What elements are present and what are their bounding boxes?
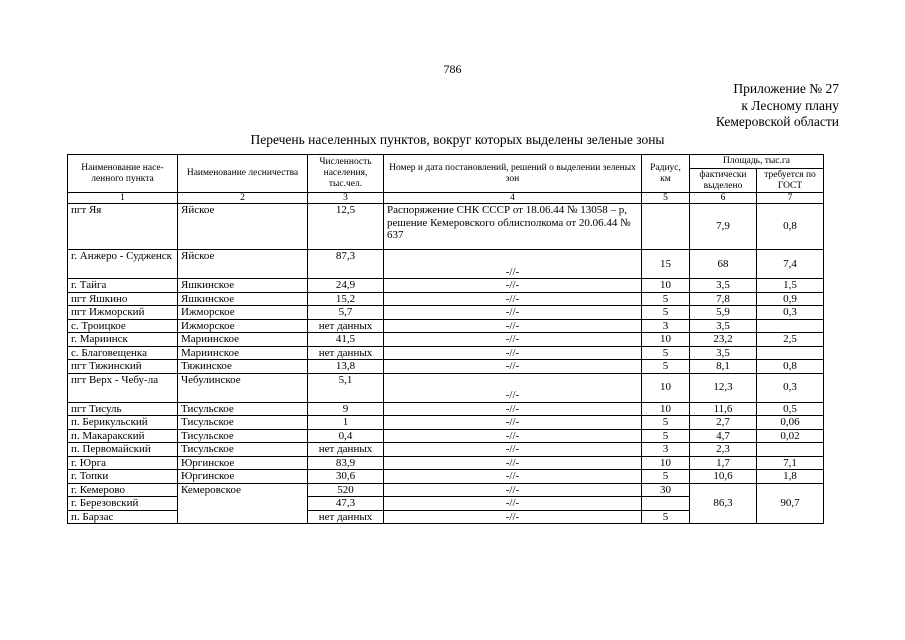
settlement-name: г. Мариинск [68, 333, 178, 347]
radius-value: 5 [642, 346, 690, 360]
area-actual-value: 4,7 [690, 429, 757, 443]
settlement-name: г. Топки [68, 470, 178, 484]
decree-text: Распоряжение СНК СССР от 18.06.44 № 13058 – р, решение Кемеровского облисполкома от 20.06.44 № 637 [384, 204, 642, 250]
settlement-name: г. Тайга [68, 279, 178, 293]
settlement-name: с. Благовещенка [68, 346, 178, 360]
settlement-name: пгт Тисуль [68, 402, 178, 416]
area-required-value [757, 319, 824, 333]
population-value: нет данных [308, 443, 384, 457]
radius-value: 5 [642, 306, 690, 320]
area-actual-value: 3,5 [690, 346, 757, 360]
area-actual-value: 7,9 [690, 204, 757, 250]
area-required-value: 2,5 [757, 333, 824, 347]
decree-text: -//- [384, 333, 642, 347]
area-actual-value: 3,5 [690, 319, 757, 333]
forestry-name: Юргинское [178, 470, 308, 484]
radius-value: 5 [642, 360, 690, 374]
forestry-name: Тисульское [178, 443, 308, 457]
settlement-name: п. Берикульский [68, 416, 178, 430]
area-required-value: 1,5 [757, 279, 824, 293]
population-value: 12,5 [308, 204, 384, 250]
radius-value: 5 [642, 510, 690, 524]
area-required-value [757, 443, 824, 457]
column-number: 3 [308, 193, 384, 204]
population-value: 83,9 [308, 456, 384, 470]
area-required-value: 0,06 [757, 416, 824, 430]
document-title: Перечень населенных пунктов, вокруг которых выделены зеленые зоны [250, 132, 665, 147]
population-value: 13,8 [308, 360, 384, 374]
appendix-line-1: Приложение № 27 [733, 81, 839, 96]
forestry-name: Ижморское [178, 306, 308, 320]
forestry-name: Яшкинское [178, 292, 308, 306]
header-population: Численность населения, тыс.чел. [308, 155, 384, 193]
header-forestry: Наименование лесничества [178, 155, 308, 193]
area-required-value: 0,3 [757, 306, 824, 320]
decree-text: -//- [384, 373, 642, 402]
decree-text: -//- [384, 510, 642, 524]
radius-value: 3 [642, 319, 690, 333]
population-value: 15,2 [308, 292, 384, 306]
radius-value: 10 [642, 456, 690, 470]
area-actual-value: 11,6 [690, 402, 757, 416]
area-actual-value: 1,7 [690, 456, 757, 470]
decree-text: -//- [384, 346, 642, 360]
area-actual-value: 10,6 [690, 470, 757, 484]
header-area: Площадь, тыс.га [690, 155, 824, 169]
decree-text: -//- [384, 443, 642, 457]
table-row [68, 319, 824, 333]
page-number: 786 [443, 62, 462, 76]
column-number: 2 [178, 193, 308, 204]
settlement-name: пгт Яя [68, 204, 178, 250]
area-required-value: 0,02 [757, 429, 824, 443]
header-area-required: требуется по ГОСТ [757, 169, 824, 193]
forestry-name: Мариинское [178, 333, 308, 347]
green-zones-table [67, 154, 824, 524]
forestry-name: Юргинское [178, 456, 308, 470]
area-actual-value: 2,3 [690, 443, 757, 457]
decree-text: -//- [384, 470, 642, 484]
decree-text: -//- [384, 279, 642, 293]
decree-text: -//- [384, 292, 642, 306]
radius-value: 10 [642, 373, 690, 402]
decree-text: -//- [384, 319, 642, 333]
decree-text: -//- [384, 360, 642, 374]
radius-value: 30 [642, 483, 690, 497]
radius-value: 5 [642, 292, 690, 306]
area-required-value: 0,8 [757, 204, 824, 250]
column-number: 6 [690, 193, 757, 204]
table-row [68, 402, 824, 416]
header-settlement-name: Наименование насе-ленного пункта [68, 155, 178, 193]
radius-value: 15 [642, 250, 690, 279]
area-actual-value: 5,9 [690, 306, 757, 320]
population-value: 24,9 [308, 279, 384, 293]
table-row [68, 416, 824, 430]
table-row [68, 204, 824, 250]
forestry-name: Яйское [178, 250, 308, 279]
settlement-name: г. Кемерово [68, 483, 178, 497]
decree-text: -//- [384, 250, 642, 279]
table-row [68, 429, 824, 443]
population-value: 1 [308, 416, 384, 430]
table-row [68, 333, 824, 347]
table-row [68, 483, 824, 497]
header-decree: Номер и дата постановлений, решений о выделении зеленых зон [384, 155, 642, 193]
forestry-name: Яйское [178, 204, 308, 250]
forestry-name: Чебулинское [178, 373, 308, 402]
settlement-name: пгт Верх - Чебу-ла [68, 373, 178, 402]
radius-value: 10 [642, 402, 690, 416]
decree-text: -//- [384, 456, 642, 470]
column-number: 4 [384, 193, 642, 204]
area-actual-value: 86,3 [690, 483, 757, 524]
radius-value [642, 204, 690, 250]
population-value: 5,7 [308, 306, 384, 320]
area-required-value: 7,4 [757, 250, 824, 279]
column-numbers-row [68, 193, 824, 204]
decree-text: -//- [384, 416, 642, 430]
radius-value: 5 [642, 416, 690, 430]
area-actual-value: 8,1 [690, 360, 757, 374]
area-required-value [757, 346, 824, 360]
column-number: 7 [757, 193, 824, 204]
decree-text: -//- [384, 429, 642, 443]
table-row [68, 292, 824, 306]
radius-value: 10 [642, 279, 690, 293]
area-actual-value: 2,7 [690, 416, 757, 430]
population-value: 30,6 [308, 470, 384, 484]
area-required-value: 0,5 [757, 402, 824, 416]
settlement-name: с. Троицкое [68, 319, 178, 333]
column-number: 1 [68, 193, 178, 204]
settlement-name: п. Макаракский [68, 429, 178, 443]
forestry-name: Тисульское [178, 416, 308, 430]
area-required-value: 0,8 [757, 360, 824, 374]
forestry-name: Тисульское [178, 402, 308, 416]
area-required-value: 0,3 [757, 373, 824, 402]
population-value: 47,3 [308, 497, 384, 511]
area-required-value: 1,8 [757, 470, 824, 484]
table-row [68, 373, 824, 402]
decree-text: -//- [384, 483, 642, 497]
table-row [68, 456, 824, 470]
table-row [68, 346, 824, 360]
forestry-name: Тисульское [178, 429, 308, 443]
population-value: нет данных [308, 319, 384, 333]
forestry-name: Тяжинское [178, 360, 308, 374]
appendix-line-3: Кемеровской области [715, 114, 839, 129]
settlement-name: г. Юрга [68, 456, 178, 470]
settlement-name: п. Барзас [68, 510, 178, 524]
population-value: нет данных [308, 510, 384, 524]
table-row [68, 360, 824, 374]
column-number: 5 [642, 193, 690, 204]
radius-value [642, 497, 690, 511]
population-value: 41,5 [308, 333, 384, 347]
population-value: 87,3 [308, 250, 384, 279]
settlement-name: пгт Ижморский [68, 306, 178, 320]
table-row [68, 470, 824, 484]
forestry-name: Ижморское [178, 319, 308, 333]
area-actual-value: 12,3 [690, 373, 757, 402]
population-value: 0,4 [308, 429, 384, 443]
decree-text: -//- [384, 497, 642, 511]
population-value: нет данных [308, 346, 384, 360]
forestry-name: Яшкинское [178, 279, 308, 293]
population-value: 520 [308, 483, 384, 497]
area-required-value: 90,7 [757, 483, 824, 524]
area-actual-value: 23,2 [690, 333, 757, 347]
table-row [68, 443, 824, 457]
area-actual-value: 7,8 [690, 292, 757, 306]
settlement-name: г. Анжеро - Судженск [68, 250, 178, 279]
radius-value: 3 [642, 443, 690, 457]
settlement-name: г. Березовский [68, 497, 178, 511]
table-row [68, 250, 824, 279]
appendix-caption [716, 81, 839, 131]
table-row [68, 306, 824, 320]
appendix-line-2: к Лесному плану [741, 97, 839, 113]
population-value: 5,1 [308, 373, 384, 402]
population-value: 9 [308, 402, 384, 416]
table-row [68, 279, 824, 293]
settlement-name: пгт Яшкино [68, 292, 178, 306]
header-area-actual: фактически выделено [690, 169, 757, 193]
radius-value: 5 [642, 429, 690, 443]
area-actual-value: 3,5 [690, 279, 757, 293]
settlement-name: пгт Тяжинский [68, 360, 178, 374]
header-radius: Радиус, км [642, 155, 690, 193]
forestry-name: Кемеровское [178, 483, 308, 524]
radius-value: 5 [642, 470, 690, 484]
decree-text: -//- [384, 306, 642, 320]
area-actual-value: 68 [690, 250, 757, 279]
area-required-value: 0,9 [757, 292, 824, 306]
settlement-name: п. Первомайский [68, 443, 178, 457]
area-required-value: 7,1 [757, 456, 824, 470]
forestry-name: Мариинское [178, 346, 308, 360]
radius-value: 10 [642, 333, 690, 347]
decree-text: -//- [384, 402, 642, 416]
